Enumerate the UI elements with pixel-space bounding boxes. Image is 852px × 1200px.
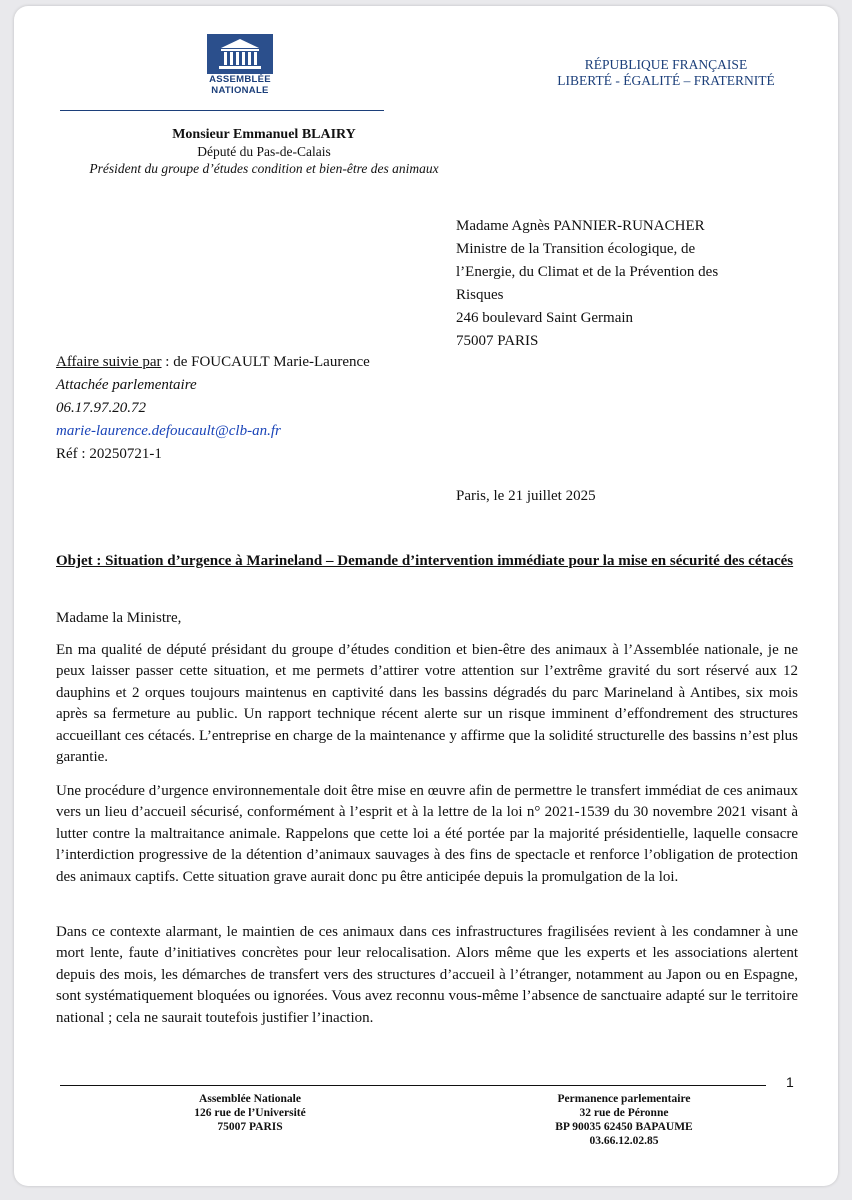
recipient-line: Ministre de la Transition écologique, de <box>456 241 696 257</box>
footer-divider <box>60 1085 766 1086</box>
logo-line-2: NATIONALE <box>211 85 269 96</box>
letter-object: Objet : Situation d’urgence à Marineland – Demande d’intervention immédiate pour la mise en sécurité des cétacés <box>56 553 794 569</box>
body-paragraph-1: En ma qualité de député présidant du groupe d’études condition et bien-être des animaux à l’Assemblée nationale, je ne peux laisser passer cette situation, et me permets d’attirer votre attention sur l’extrême gravité du sort réservé aux 12 dauphins et 2 orques toujours maintenus en captivité dans les bassins dégradés du parc Marineland à Antibes, six mois après sa fermeture au public. Un rapport technique récent alerte sur un risque imminent d’effondrement des structures accueillant ces cétacés. L’entreprise en charge de la maintenance y affirme que la solidité structurelle des bassins n’est plus garantie. <box>56 642 798 766</box>
recipient-line: 246 boulevard Saint Germain <box>456 310 634 326</box>
letter-page <box>14 6 838 1186</box>
footer-right-line: BP 90035 62450 BAPAUME <box>555 1121 693 1133</box>
recipient-line: l’Energie, du Climat et de la Prévention des <box>456 264 719 280</box>
recipient-line: 75007 PARIS <box>456 333 539 349</box>
body-paragraph-3: Dans ce contexte alarmant, le maintien de ces animaux dans ces infrastructures fragilisées revient à les condamner à une mort lente, faute d’initiatives concrètes pour leur relocalisation. Alors même que les experts et les associations alertent depuis des mois, les démarches de transfert vers des structures d’accueil à l’étranger, notamment au Japon ou en Espagne, sont systématiquement bloquées ou ignorées. Vous avez reconnu vous-même l’absence de sanctuaire adapté sur le territoire national ; cela ne saurait toutefois justifier l’inaction. <box>56 924 798 1026</box>
salutation: Madame la Ministre, <box>56 610 182 626</box>
footer-assemblee-address <box>150 1092 350 1134</box>
sender-block <box>54 126 474 177</box>
hemicycle-icon <box>207 34 273 74</box>
footer-left-line: Assemblée Nationale <box>199 1093 301 1105</box>
contact-role: Attachée parlementaire <box>56 377 197 393</box>
footer-permanence-address <box>514 1092 734 1148</box>
recipient-line: Risques <box>456 287 504 303</box>
contact-label: Affaire suivie par <box>56 354 162 370</box>
body-paragraph-2: Une procédure d’urgence environnementale doit être mise en œuvre afin de permettre le transfert immédiat de ces animaux vers un lieu d’accueil sécurisé, conformément à l’esprit et à la lettre de la loi n° 2021-1539 du 30 novembre 2021 visant à lutter contre la maltraitance animale. Rappelons que cette loi a été portée par la majorité présidentielle, laquelle consacre l’interdiction progressive de la détention d’animaux sauvages à des fins de spectacle et renforce l’obligation de protection des animaux captifs. Cette situation grave aurait donc pu être anticipée depuis la promulgation de la loi. <box>56 783 798 885</box>
assemblee-nationale-logo <box>201 34 279 96</box>
recipient-line: Madame Agnès PANNIER-RUNACHER <box>456 218 705 234</box>
recipient-block <box>456 215 816 353</box>
contact-phone: 06.17.97.20.72 <box>56 400 146 416</box>
contact-name: de FOUCAULT Marie-Laurence <box>173 354 370 370</box>
logo-line-1: ASSEMBLÉE <box>209 74 271 85</box>
republic-motto: LIBERTÉ - ÉGALITÉ – FRATERNITÉ <box>557 73 775 88</box>
reference: Réf : 20250721-1 <box>56 446 162 462</box>
header-divider <box>60 110 384 111</box>
sender-role: Député du Pas-de-Calais <box>197 144 331 159</box>
footer-right-line: Permanence parlementaire <box>557 1093 691 1105</box>
footer-right-line: 32 rue de Péronne <box>579 1107 669 1119</box>
contact-line <box>56 351 456 374</box>
contact-email-link[interactable]: marie-laurence.defoucault@clb-an.fr <box>56 423 281 439</box>
page-number: 1 <box>786 1074 794 1090</box>
republic-heading <box>534 57 798 89</box>
letter-date: Paris, le 21 juillet 2025 <box>456 488 596 504</box>
sender-title: Président du groupe d’études condition et bien-être des animaux <box>89 161 439 176</box>
footer-left-line: 75007 PARIS <box>217 1121 283 1133</box>
footer-left-line: 126 rue de l’Université <box>194 1107 306 1119</box>
contact-separator: : <box>161 354 174 370</box>
footer-right-line: 03.66.12.02.85 <box>589 1135 659 1147</box>
contact-block <box>56 351 456 466</box>
republic-line-1: RÉPUBLIQUE FRANÇAISE <box>584 57 748 72</box>
sender-name: Monsieur Emmanuel BLAIRY <box>172 127 356 142</box>
